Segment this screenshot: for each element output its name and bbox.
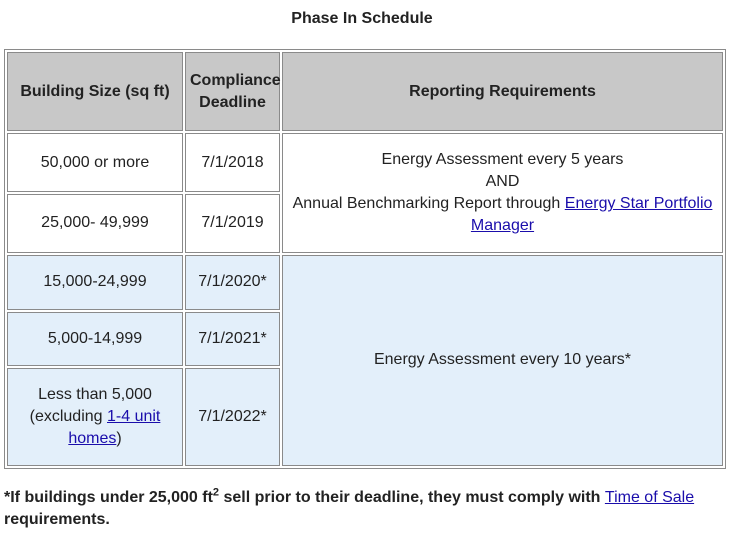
deadline-cell: 7/1/2019	[185, 194, 280, 253]
size-post: )	[116, 429, 122, 447]
size-cell: 5,000-14,999	[7, 312, 183, 366]
table-row	[7, 255, 723, 310]
req-line3: Annual Benchmarking Report through	[292, 195, 565, 213]
header-building-size: Building Size (sq ft)	[7, 52, 183, 131]
phase-in-schedule-table	[4, 49, 726, 469]
header-compliance-line2: Deadline	[199, 93, 266, 111]
header-compliance-line1: Compliance	[190, 71, 281, 89]
req-line3-wrap	[287, 193, 718, 237]
footnote-sup: 2	[212, 486, 220, 499]
size-cell: 15,000-24,999	[7, 255, 183, 310]
requirements-cell-group2: Energy Assessment every 10 years*	[282, 255, 723, 466]
one-to-four-unit-homes-link[interactable]: 1-4 unit homes	[68, 407, 161, 447]
table-row	[7, 133, 723, 192]
footnote-pre: *If buildings under 25,000 ft	[4, 489, 213, 506]
req-line2: AND	[485, 173, 520, 191]
req-line1: Energy Assessment every 5 years	[381, 151, 624, 169]
header-reporting-requirements: Reporting Requirements	[282, 52, 723, 131]
footnote-post: requirements.	[4, 511, 110, 528]
header-compliance-deadline	[185, 52, 280, 131]
page-title: Phase In Schedule	[291, 10, 433, 27]
size-pre: (excluding	[29, 407, 107, 425]
table-header-row	[7, 52, 723, 131]
size-cell: 25,000- 49,999	[7, 194, 183, 253]
size-cell	[7, 368, 183, 467]
time-of-sale-link[interactable]: Time of Sale	[604, 489, 695, 506]
size-line2	[12, 406, 178, 450]
footnote	[4, 487, 724, 531]
energy-star-portfolio-manager-link[interactable]: Energy Star Portfolio Manager	[470, 195, 713, 235]
requirements-cell-group1	[282, 133, 723, 253]
deadline-cell: 7/1/2018	[185, 133, 280, 192]
deadline-cell: 7/1/2022*	[185, 368, 280, 467]
deadline-cell: 7/1/2021*	[185, 312, 280, 366]
deadline-cell: 7/1/2020*	[185, 255, 280, 310]
footnote-mid: sell prior to their deadline, they must comply with	[219, 489, 605, 506]
size-line1: Less than 5,000	[38, 385, 152, 403]
size-cell: 50,000 or more	[7, 133, 183, 192]
